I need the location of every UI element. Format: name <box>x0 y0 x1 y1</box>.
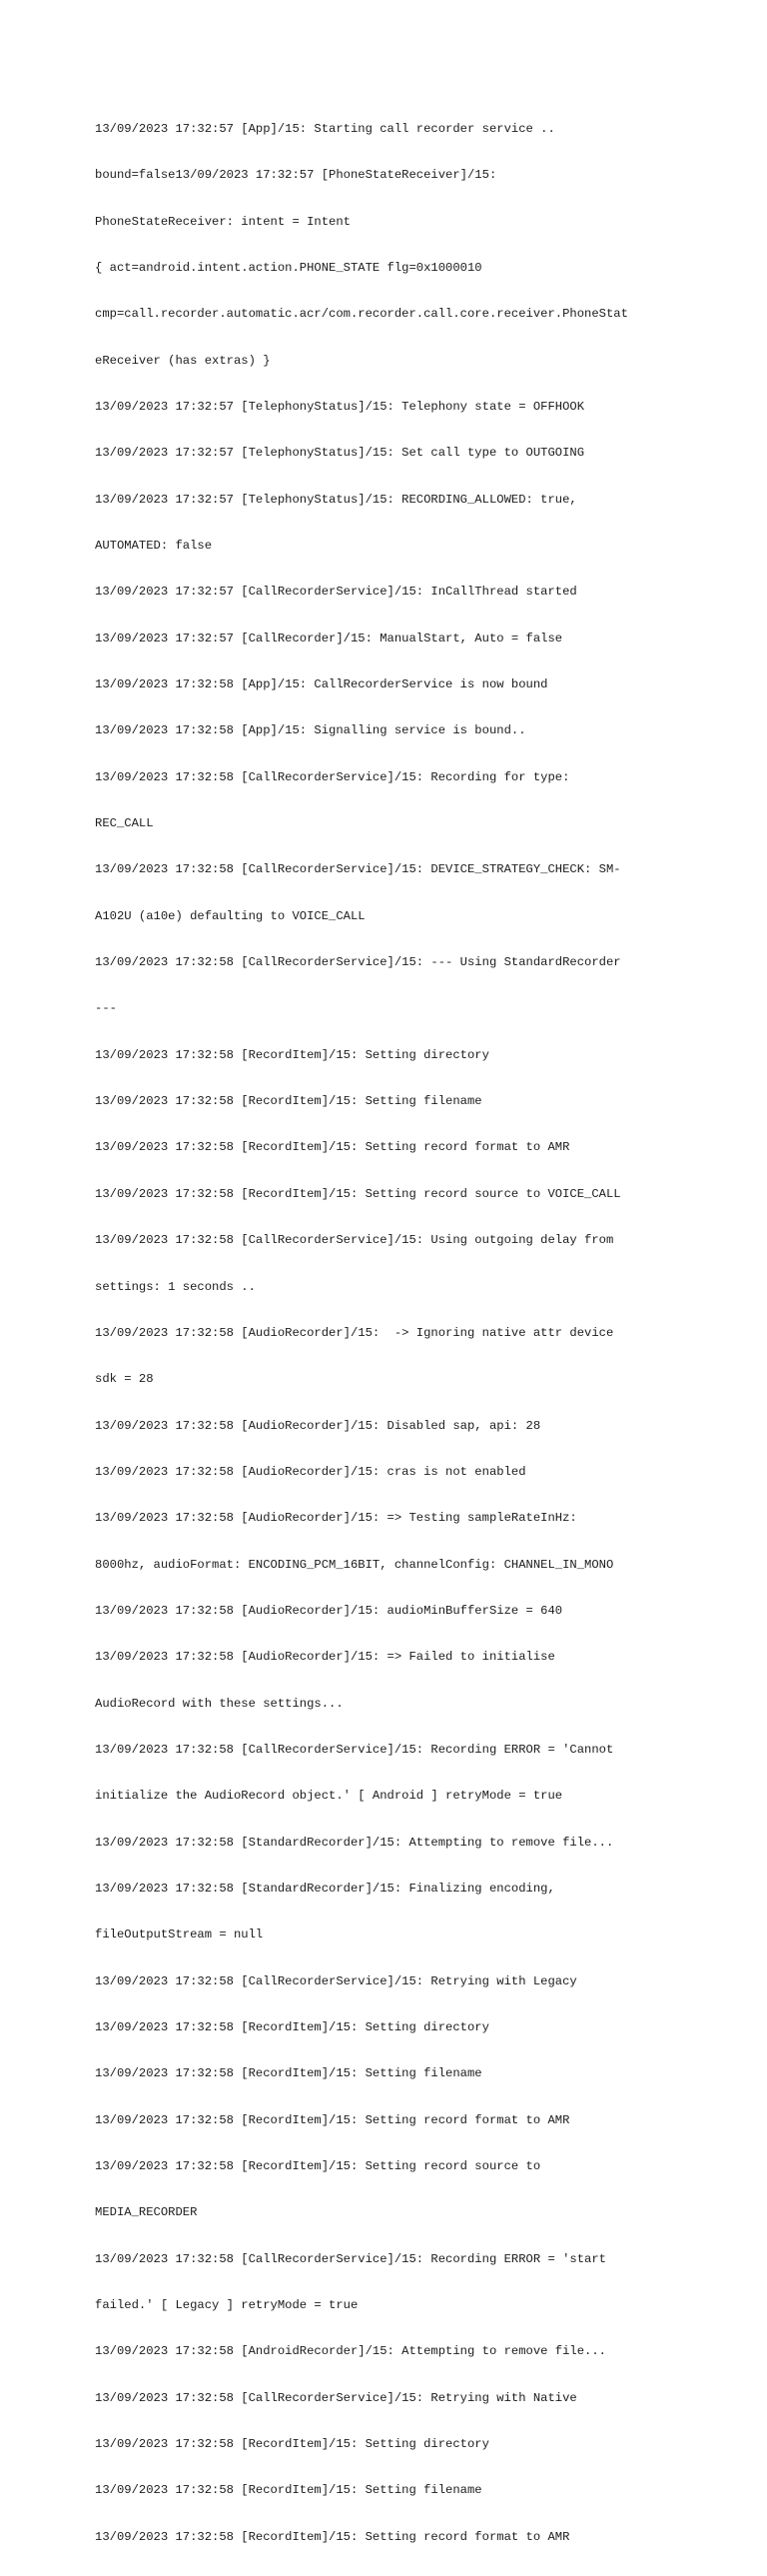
log-line: 13/09/2023 17:32:58 [RecordItem]/15: Setting filename <box>95 2066 482 2081</box>
log-line: 13/09/2023 17:32:58 [RecordItem]/15: Setting record format to AMR <box>95 2112 570 2127</box>
log-line: 13/09/2023 17:32:58 [AudioRecorder]/15: audioMinBufferSize = 640 <box>95 1603 563 1618</box>
log-line: { act=android.intent.action.PHONE_STATE flg=0x1000010 <box>95 260 482 275</box>
log-line: 13/09/2023 17:32:58 [RecordItem]/15: Setting filename <box>95 2483 482 2498</box>
log-line: 13/09/2023 17:32:58 [RecordItem]/15: Setting directory <box>95 2020 489 2034</box>
log-line: 13/09/2023 17:32:58 [StandardRecorder]/15: Finalizing encoding, <box>95 1881 555 1896</box>
log-line: PhoneStateReceiver: intent = Intent <box>95 214 351 229</box>
log-line: 13/09/2023 17:32:58 [AudioRecorder]/15: cras is not enabled <box>95 1464 526 1479</box>
log-line: 13/09/2023 17:32:58 [App]/15: CallRecorderService is now bound <box>95 677 548 692</box>
log-line: 8000hz, audioFormat: ENCODING_PCM_16BIT, channelConfig: CHANNEL_IN_MONO <box>95 1557 614 1572</box>
log-line: 13/09/2023 17:32:57 [TelephonyStatus]/15: RECORDING_ALLOWED: true, <box>95 492 577 507</box>
log-line: REC_CALL <box>95 816 154 831</box>
log-line: 13/09/2023 17:32:58 [RecordItem]/15: Setting record format to AMR <box>95 2529 570 2544</box>
log-line: 13/09/2023 17:32:58 [AudioRecorder]/15: => Testing sampleRateInHz: <box>95 1511 577 1526</box>
log-line: 13/09/2023 17:32:58 [AudioRecorder]/15: => Failed to initialise <box>95 1650 555 1665</box>
log-line: 13/09/2023 17:32:58 [App]/15: Signalling service is bound.. <box>95 723 526 738</box>
log-line: settings: 1 seconds .. <box>95 1279 256 1294</box>
log-line: 13/09/2023 17:32:58 [CallRecorderService]/15: DEVICE_STRATEGY_CHECK: SM- <box>95 862 621 877</box>
log-line: 13/09/2023 17:32:58 [CallRecorderService]/15: Retrying with Native <box>95 2390 577 2405</box>
log-line: 13/09/2023 17:32:57 [TelephonyStatus]/15: Set call type to OUTGOING <box>95 446 585 461</box>
log-line: 13/09/2023 17:32:57 [CallRecorderService]/15: InCallThread started <box>95 585 577 600</box>
log-line: 13/09/2023 17:32:58 [RecordItem]/15: Setting filename <box>95 1094 482 1109</box>
log-line: eReceiver (has extras) } <box>95 353 271 368</box>
log-line: --- <box>95 1001 117 1016</box>
log-line: A102U (a10e) defaulting to VOICE_CALL <box>95 908 366 923</box>
log-line: 13/09/2023 17:32:58 [RecordItem]/15: Setting record source to VOICE_CALL <box>95 1186 621 1201</box>
log-line: 13/09/2023 17:32:58 [StandardRecorder]/15: Attempting to remove file... <box>95 1835 614 1850</box>
log-text <box>95 91 679 2576</box>
log-line: 13/09/2023 17:32:57 [App]/15: Starting call recorder service .. <box>95 121 555 136</box>
log-line: 13/09/2023 17:32:58 [CallRecorderService]/15: Recording ERROR = 'start <box>95 2251 606 2266</box>
log-line: 13/09/2023 17:32:58 [RecordItem]/15: Setting directory <box>95 2437 489 2452</box>
log-line: 13/09/2023 17:32:57 [CallRecorder]/15: ManualStart, Auto = false <box>95 631 563 645</box>
log-line: initialize the AudioRecord object.' [ Android ] retryMode = true <box>95 1789 563 1804</box>
log-line: 13/09/2023 17:32:58 [AndroidRecorder]/15: Attempting to remove file... <box>95 2344 606 2359</box>
log-line: cmp=call.recorder.automatic.acr/com.recorder.call.core.receiver.PhoneStat <box>95 307 628 322</box>
log-line: 13/09/2023 17:32:58 [CallRecorderService]/15: Retrying with Legacy <box>95 1973 577 1988</box>
log-line: 13/09/2023 17:32:58 [CallRecorderService]/15: --- Using StandardRecorder <box>95 955 621 970</box>
log-line: 13/09/2023 17:32:58 [CallRecorderService]/15: Recording for type: <box>95 769 570 784</box>
log-line: 13/09/2023 17:32:58 [CallRecorderService]/15: Recording ERROR = 'Cannot <box>95 1742 614 1757</box>
log-line: 13/09/2023 17:32:58 [AudioRecorder]/15: -> Ignoring native attr device <box>95 1325 614 1340</box>
log-line: failed.' [ Legacy ] retryMode = true <box>95 2298 359 2313</box>
log-line: 13/09/2023 17:32:58 [RecordItem]/15: Setting record format to AMR <box>95 1140 570 1155</box>
log-line: MEDIA_RECORDER <box>95 2205 198 2220</box>
log-line: bound=false13/09/2023 17:32:57 [PhoneStateReceiver]/15: <box>95 168 497 183</box>
log-line: fileOutputStream = null <box>95 1928 264 1942</box>
log-line: 13/09/2023 17:32:58 [AudioRecorder]/15: Disabled sap, api: 28 <box>95 1418 541 1433</box>
log-line: 13/09/2023 17:32:58 [CallRecorderService]/15: Using outgoing delay from <box>95 1233 614 1248</box>
log-line: AudioRecord with these settings... <box>95 1696 344 1711</box>
log-line: 13/09/2023 17:32:57 [TelephonyStatus]/15: Telephony state = OFFHOOK <box>95 399 585 414</box>
log-line: sdk = 28 <box>95 1372 154 1387</box>
log-line: AUTOMATED: false <box>95 539 213 553</box>
log-line: 13/09/2023 17:32:58 [RecordItem]/15: Setting directory <box>95 1047 489 1062</box>
log-line: 13/09/2023 17:32:58 [RecordItem]/15: Setting record source to <box>95 2159 541 2174</box>
